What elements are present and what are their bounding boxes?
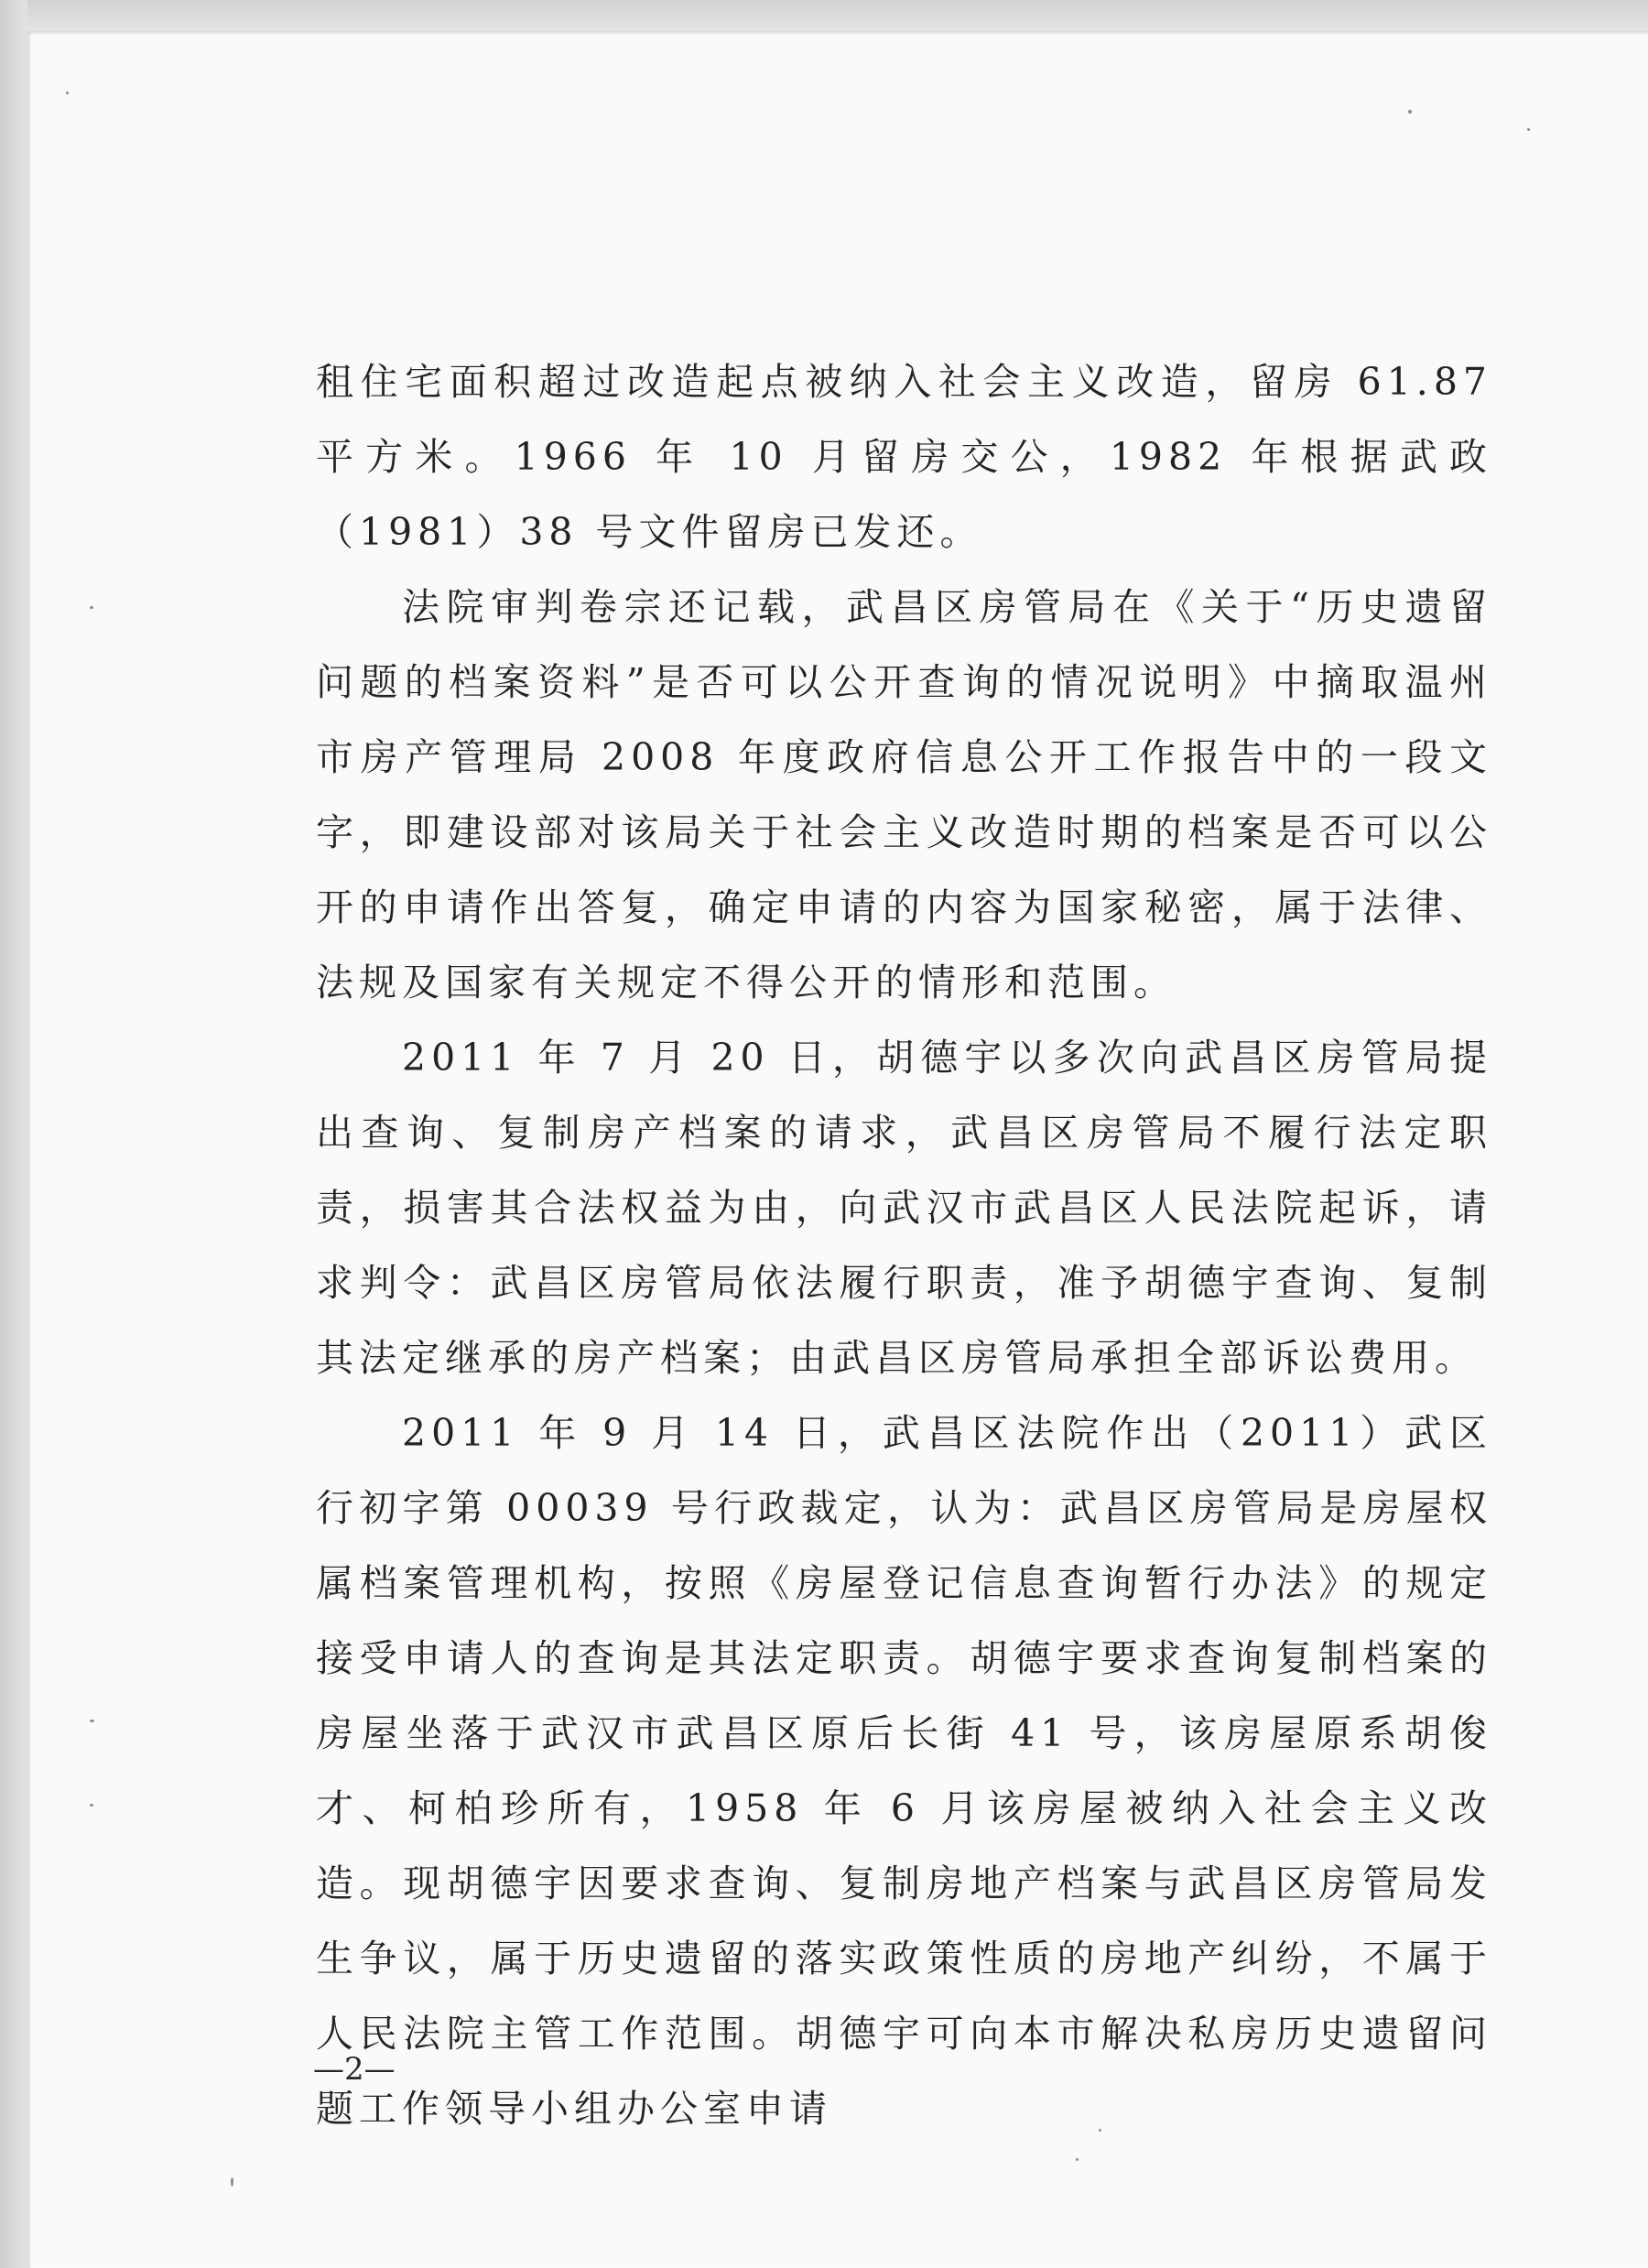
document-body — [316, 344, 1492, 2146]
scan-speck — [90, 1804, 93, 1807]
page-number: —2— — [313, 2051, 396, 2088]
paragraph-ruling: 2011 年 9 月 14 日，武昌区法院作出（2011）武区行初字第 00039 号行政裁定，认为：武昌区房管局是房屋权属档案管理机构，按照《房屋登记信息查询暂行办法》的规定接受申请人的查询是其法定职责。胡德宇要求查询复制档案的房屋坐落于武汉市武昌区原后长街 41 号，该房屋原系胡俊才、柯柏珍所有，1958 年 6 月该房屋被纳入社会主义改造。现胡德宇因要求查询、复制房地产档案与武昌区房管局发生争议，属于历史遗留的落实政策性质的房地产纠纷，不属于人民法院主管工作范围。胡德宇可向本市解决私房历史遗留问题工作领导小组办公室申请 — [316, 1411, 1492, 2131]
scan-border-top — [0, 0, 1648, 31]
scan-speck — [90, 606, 93, 609]
scan-speck — [1408, 110, 1412, 114]
scan-speck — [1076, 2158, 1079, 2161]
scan-speck — [1527, 128, 1530, 131]
scan-speck — [90, 1720, 94, 1722]
paragraph-court-record: 法院审判卷宗还记载，武昌区房管局在《关于“历史遗留问题的档案资料”是否可以公开查询的情况说明》中摘取温州市房产管理局 2008 年度政府信息公开工作报告中的一段文字，即建设部对该局关于社会主义改造时期的档案是否可以公开的申请作出答复，确定申请的内容为国家秘密，属于法律、法规及国家有关规定不得公开的情形和范围。 — [316, 585, 1492, 1004]
scan-border-left — [0, 0, 27, 2268]
scan-speck — [231, 2177, 233, 2187]
paragraph-lawsuit: 2011 年 7 月 20 日，胡德宇以多次向武昌区房管局提出查询、复制房产档案的请求，武昌区房管局不履行法定职责，损害其合法权益为由，向武汉市武昌区人民法院起诉，请求判令：武昌区房管局依法履行职责，准予胡德宇查询、复制其法定继承的房产档案；由武昌区房管局承担全部诉讼费用。 — [316, 1036, 1492, 1380]
scan-speck — [66, 92, 69, 94]
paragraph-continuation: 租住宅面积超过改造起点被纳入社会主义改造，留房 61.87 平方米。1966 年 10 月留房交公，1982 年根据武政（1981）38 号文件留房已发还。 — [316, 360, 1492, 554]
scan-speck — [1099, 2129, 1101, 2132]
